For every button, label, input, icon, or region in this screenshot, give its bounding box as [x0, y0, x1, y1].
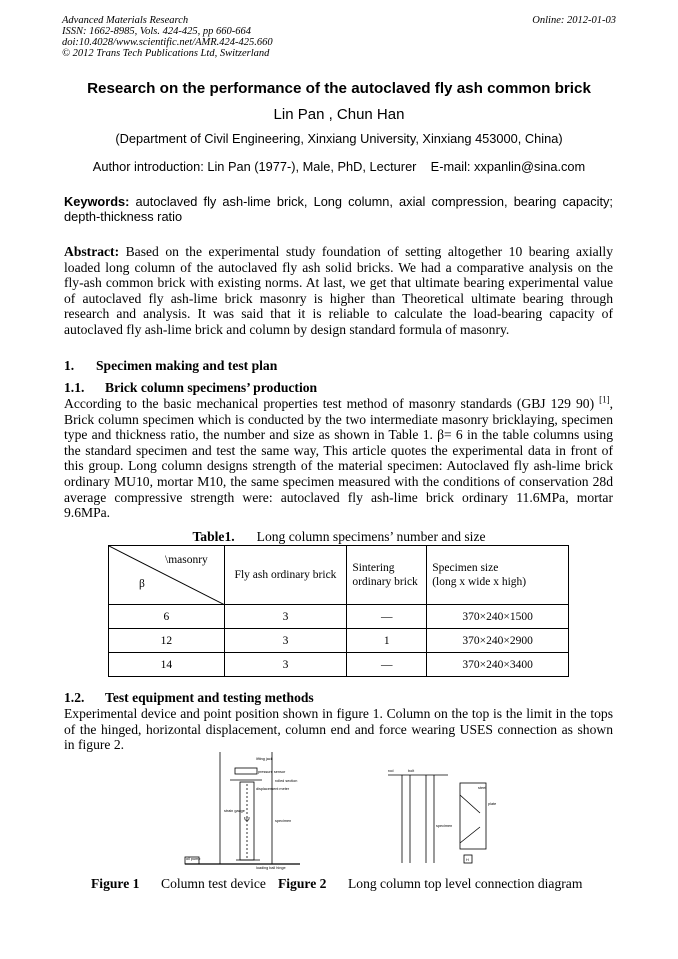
figure-captions	[91, 876, 582, 892]
diagonal-header-cell	[109, 546, 225, 605]
abstract-line: of autoclaved fly ash-lime brick masonry is higher than Theoretical ultimate bearing through	[64, 290, 613, 306]
fig2-label: steel	[478, 786, 487, 790]
sintering-header-line: ordinary brick	[352, 576, 418, 588]
section-title: Specimen making and test plan	[96, 358, 278, 373]
table-caption-text: Long column specimens’ number and size	[256, 529, 486, 544]
size-header	[427, 546, 569, 605]
fig1-label: strain gauge	[224, 809, 245, 813]
fig2-label: plate	[488, 802, 497, 806]
sintering-cell: —	[347, 653, 427, 677]
sintering-cell: 1	[347, 629, 427, 653]
abstract-line: autoclaved fly ash-lime brick and column by design standard formula of masonry.	[64, 321, 510, 337]
abstract-label: Abstract:	[64, 244, 120, 259]
body-line: of the hinged, horizontal displacement, column end and force wearing USES connection as shown	[64, 721, 613, 737]
section-title: Test equipment and testing methods	[105, 690, 314, 705]
body-line: average compressive strength were: autoclaved fly ash-lime brick ordinary 11.6MPa, mortar	[64, 489, 613, 505]
abstract-line: loaded long column of the autoclaved fly ash solid bricks. We had a comparative analysis on the	[64, 259, 613, 275]
table-label: Table1.	[192, 529, 235, 544]
figure-2-diagram	[388, 765, 508, 865]
fig1-label: rolled section	[275, 779, 298, 783]
size-cell: 370×240×3400	[427, 653, 569, 677]
flyash-header: Fly ash ordinary brick	[224, 546, 347, 605]
section-1-1-body	[64, 396, 613, 521]
body-line: type and thickness ratio, the number and size as shown in Table 1. β= 6 in the table columns using	[64, 427, 613, 443]
keywords-text-1: autoclaved fly ash-lime brick, Long column, axial compression, bearing capacity;	[129, 194, 613, 209]
section-number: 1.	[64, 358, 75, 373]
table-1	[108, 545, 569, 677]
flyash-cell: 3	[224, 629, 347, 653]
size-cell: 370×240×2900	[427, 629, 569, 653]
fig1-label: displacement meter	[256, 787, 290, 791]
fig2-label: H	[466, 858, 469, 862]
table-header-row	[109, 546, 569, 605]
doi-line: doi:10.4028/www.scientific.net/AMR.424-425.660	[62, 37, 273, 48]
fig1-label: oil pump	[186, 857, 201, 861]
paper-title: Research on the performance of the autoclaved fly ash common brick	[87, 80, 591, 97]
paper-authors: Lin Pan , Chun Han	[273, 106, 405, 123]
online-date: Online: 2012-01-03	[532, 15, 616, 26]
keywords-text-2: depth-thickness ratio	[64, 209, 183, 224]
fig2-label: rod	[388, 769, 394, 773]
issn-line: ISSN: 1662-8985, Vols. 424-425, pp 660-664	[62, 26, 251, 37]
abstract-line: Based on the experimental study foundation of setting altogether 10 bearing axially	[119, 244, 613, 259]
table-caption	[0, 529, 678, 545]
flyash-cell: 3	[224, 653, 347, 677]
figure-1-diagram	[180, 752, 330, 872]
section-number: 1.1.	[64, 380, 85, 395]
abstract-line: fly-ash common brick with existing norms. At last, we get that ultimate bearing experimental value	[64, 275, 613, 291]
table-row	[109, 629, 569, 653]
body-punct: ,	[609, 396, 613, 411]
table-row	[109, 605, 569, 629]
body-line: 9.6MPa.	[64, 505, 111, 521]
author-introduction: Author introduction: Lin Pan (1977-), Male, PhD, Lecturer E-mail: xxpanlin@sina.com	[92, 159, 586, 174]
fig2-label: bolt	[408, 769, 415, 773]
body-line: the standard specimen and test the same way, This article quotes the experimental data in front of	[64, 442, 613, 458]
beta-cell: 12	[109, 629, 225, 653]
sintering-header-line: Sintering	[352, 562, 395, 574]
body-line: in figure 2.	[64, 737, 125, 753]
figure-2-caption: Long column top level connection diagram	[347, 876, 583, 891]
abstract-line: research and analysis. It was said that it is reliable to calculate the load-bearing capacity of	[64, 306, 613, 322]
fig2-label: specimen	[436, 824, 453, 828]
table-row	[109, 653, 569, 677]
section-1-2-heading	[64, 690, 314, 706]
section-1-1-heading	[64, 380, 317, 396]
section-title: Brick column specimens’ production	[105, 380, 318, 395]
copyright-line: © 2012 Trans Tech Publications Ltd, Switzerland	[62, 48, 270, 59]
beta-cell: 14	[109, 653, 225, 677]
fig1-psi: Ψ	[244, 817, 250, 824]
figure-2-label: Figure 2	[277, 876, 327, 891]
reference-marker[interactable]: [1]	[599, 394, 610, 405]
figure-1-caption: Column test device	[161, 876, 266, 891]
size-header-line: (long x wide x high)	[432, 576, 527, 588]
section-number: 1.2.	[64, 690, 85, 705]
abstract-block	[64, 244, 613, 338]
beta-cell: 6	[109, 605, 225, 629]
section-1-heading	[64, 358, 277, 374]
keywords-label: Keywords:	[64, 194, 130, 209]
section-1-2-body	[64, 706, 613, 753]
journal-name: Advanced Materials Research	[62, 15, 189, 26]
fig1-label: loading ball hinge	[256, 866, 286, 870]
fig1-label: lifting jack	[256, 757, 273, 761]
body-line: According to the basic mechanical properties test method of masonry standards (GBJ 129 90)	[64, 396, 600, 411]
fig1-label: pressure sensor	[258, 770, 286, 774]
keywords-block	[64, 194, 613, 224]
body-line: ordinary MU10, mortar M10, the same specimen measured with the conditions of conservation 28d	[64, 473, 613, 489]
size-header-line: Specimen size	[432, 562, 499, 574]
body-line: Experimental device and point position shown in figure 1. Column on the top is the limit in the tops	[64, 706, 613, 721]
size-cell: 370×240×1500	[427, 605, 569, 629]
sintering-cell: —	[347, 605, 427, 629]
body-line: this group. Long column designs strength of the material specimen: Autoclaved fly ash-lime brick	[64, 458, 613, 474]
flyash-cell: 3	[224, 605, 347, 629]
masonry-header: \masonry	[165, 554, 208, 566]
sintering-header	[347, 546, 427, 605]
body-line: Brick column specimen which is conducted by the two intermediate masonry bricklaying, specimen	[64, 411, 613, 427]
figure-1-label: Figure 1	[91, 876, 140, 891]
affiliation: (Department of Civil Engineering, Xinxiang University, Xinxiang 453000, China)	[115, 131, 563, 146]
beta-header: β	[139, 578, 145, 590]
fig1-label: specimen	[275, 819, 292, 823]
